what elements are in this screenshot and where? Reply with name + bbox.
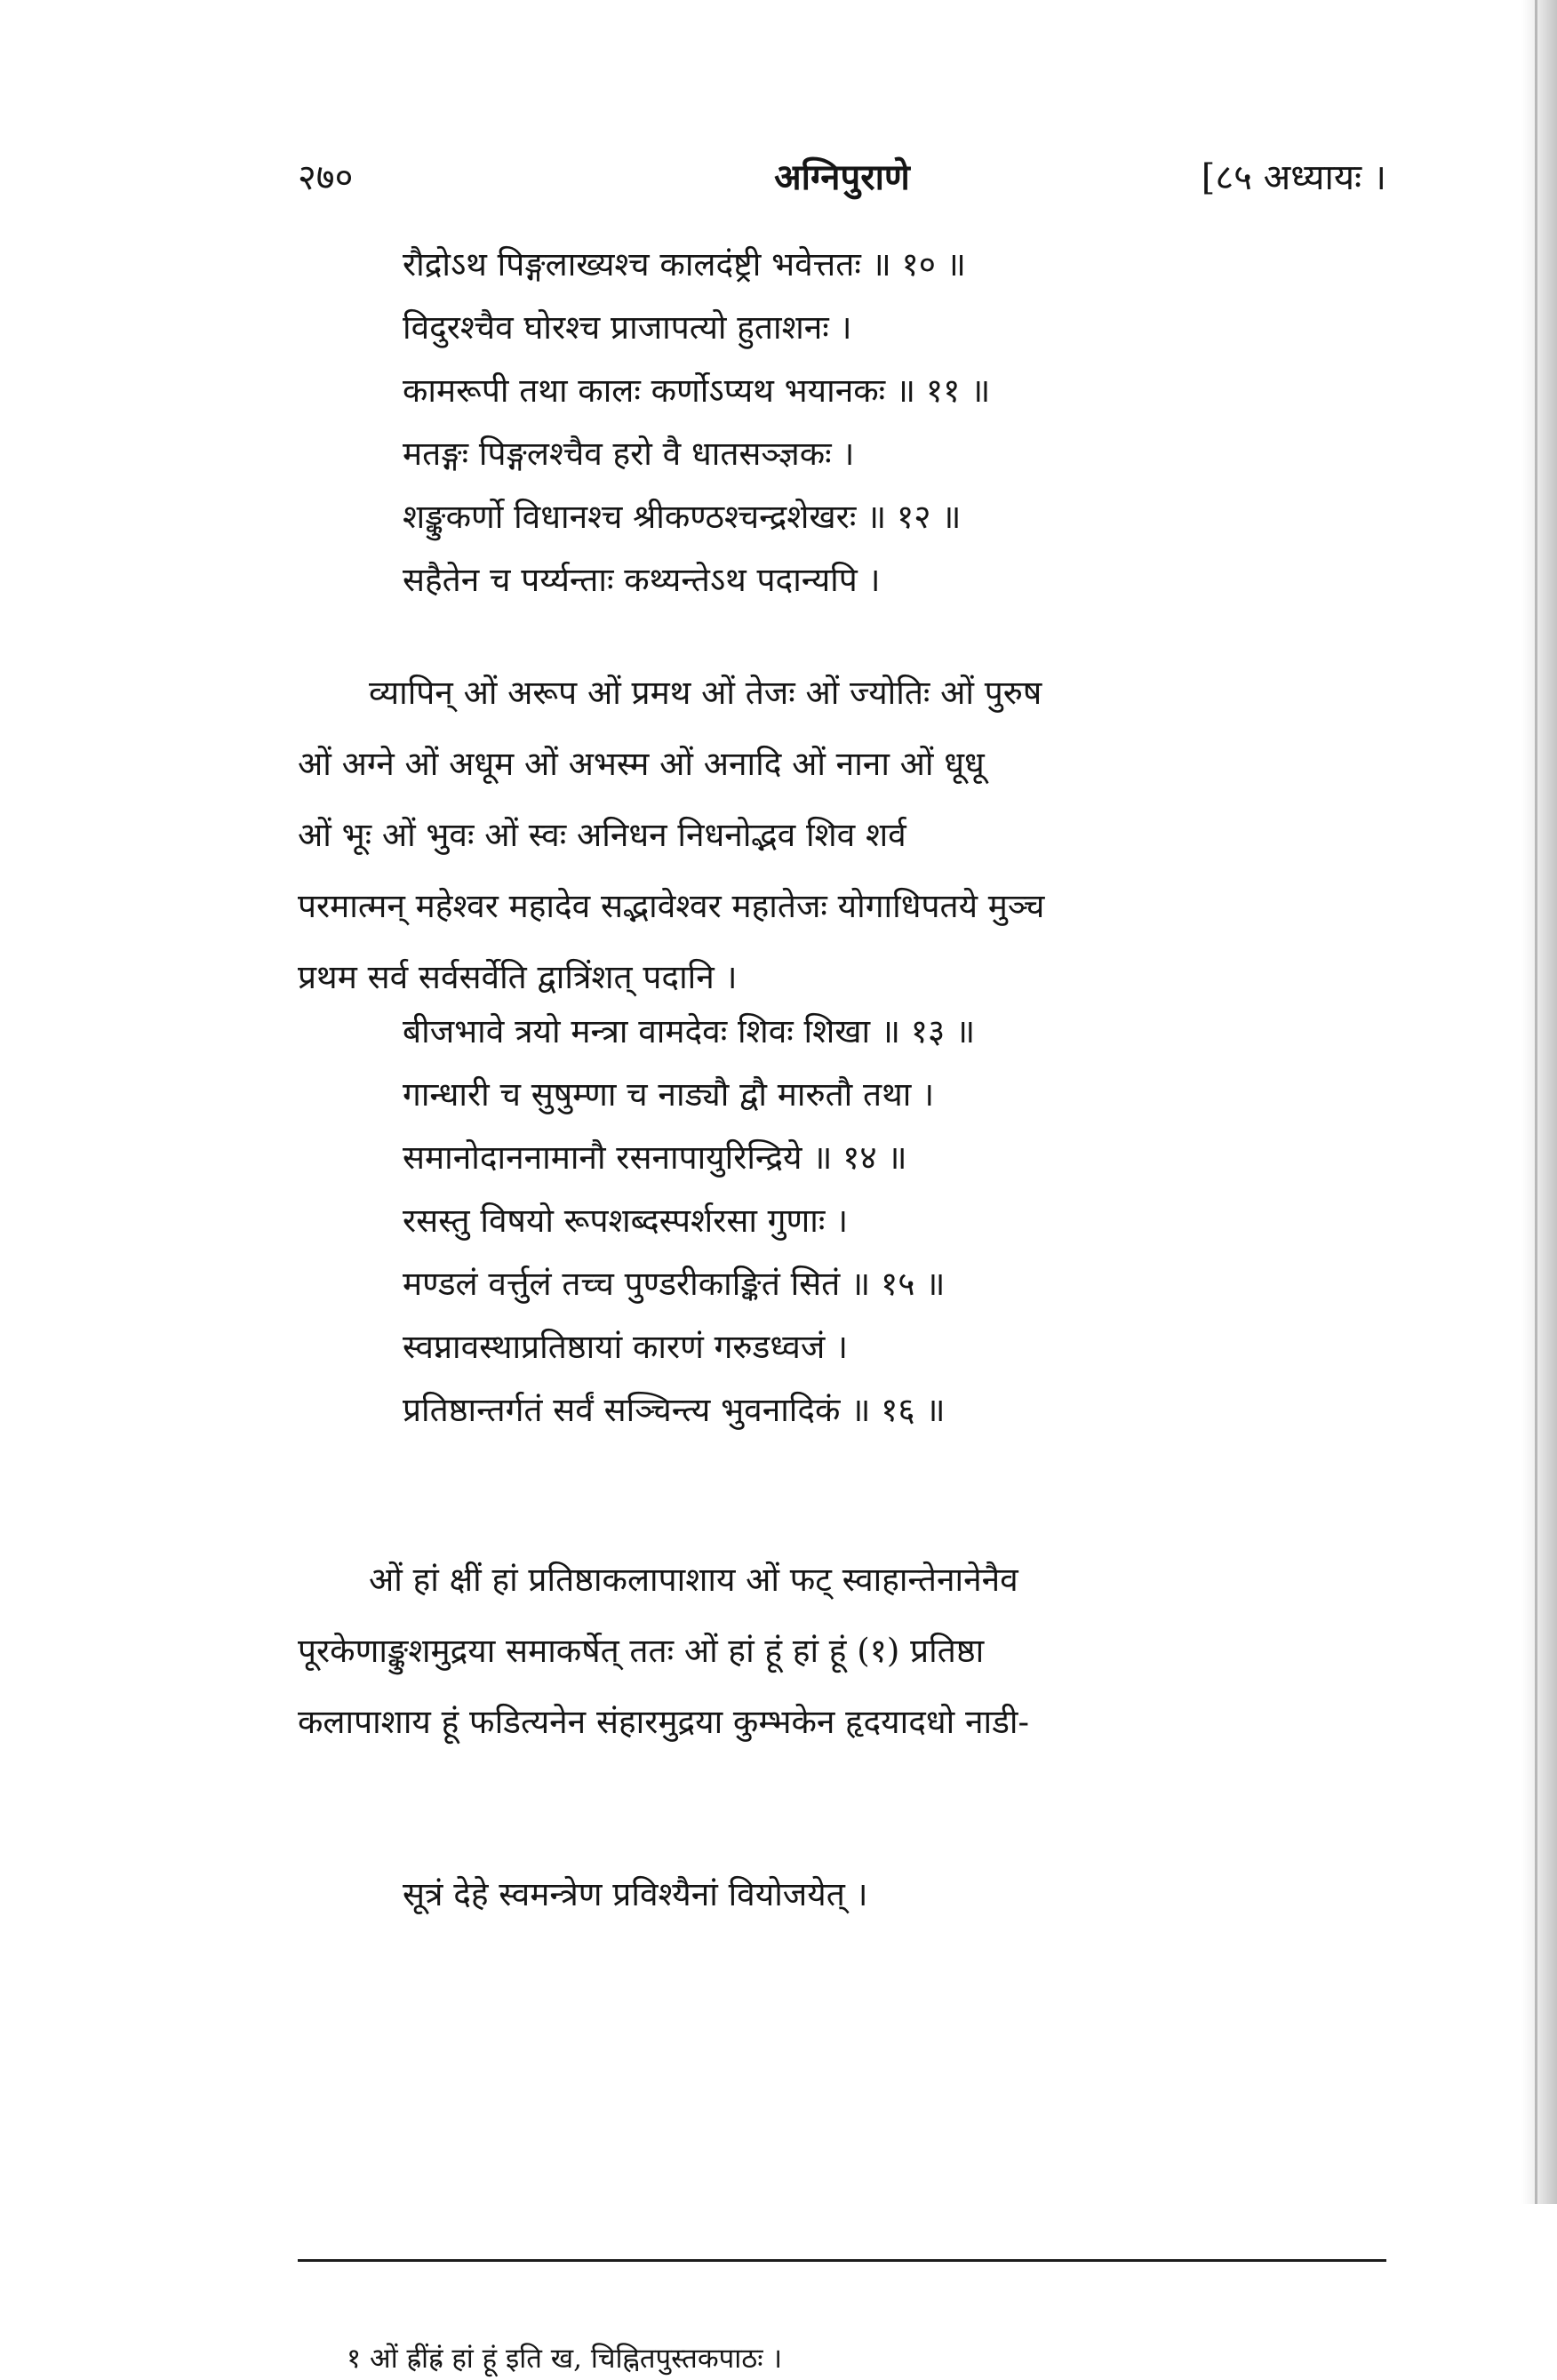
verse-block-middle: [403, 1000, 1318, 1442]
verse-line: समानोदाननामानौ रसनापायुरिन्द्रिये ॥ १४ ॥: [403, 1138, 907, 1177]
page-number: २७०: [298, 157, 354, 198]
verse-block-top: [403, 233, 1318, 611]
footnote: १ ओं ह्रींह्रं हां हूं इति ख, चिह्नितपुस्तकपाठः ।: [347, 2343, 783, 2375]
verse-block-bottom: [403, 1860, 1318, 1929]
prose-line: ओं अग्ने ओं अधूम ओं अभस्म ओं अनादि ओं नाना ओं धूधू: [298, 745, 985, 783]
verse-line: मतङ्गः पिङ्गलश्चैव हरो वै धातसञ्ज्ञकः ।: [403, 435, 855, 473]
prose-line: परमात्मन् महेश्वर महादेव सद्भावेश्वर महातेजः योगाधिपतये मुञ्च: [298, 887, 1045, 925]
verse-line: सहैतेन च पर्य्यन्ताः कथ्यन्तेऽथ पदान्यपि ।: [403, 561, 881, 599]
verse-line: प्रतिष्ठान्तर्गतं सर्वं सञ्चिन्त्य भुवनादिकं ॥ १६ ॥: [403, 1391, 946, 1429]
prose-line: कलापाशाय हूं फडित्यनेन संहारमुद्रया कुम्भकेन हृदयादधो नाडी-: [298, 1703, 1029, 1741]
verse-line: रौद्रोऽथ पिङ्गलाख्यश्च कालदंष्ट्री भवेत्ततः ॥ १० ॥: [403, 245, 966, 284]
prose-line: पूरकेणाङ्कुशमुद्रया समाकर्षेत् ततः ओं हां हूं हां हूं (१) प्रतिष्ठा: [298, 1632, 985, 1670]
prose-line: व्यापिन् ओं अरूप ओं प्रमथ ओं तेजः ओं ज्योतिः ओं पुरुष: [369, 674, 1042, 712]
chapter-mark: [८५ अध्यायः ।: [1201, 157, 1386, 198]
verse-line: बीजभावे त्रयो मन्त्रा वामदेवः शिवः शिखा ॥ १३ ॥: [403, 1012, 976, 1050]
verse-line: कामरूपी तथा कालः कर्णोऽप्यथ भयानकः ॥ ११ ॥: [403, 371, 991, 410]
verse-line: स्वप्नावस्थाप्रतिष्ठायां कारणं गरुडध्वजं ।: [403, 1328, 849, 1366]
footnote-divider: [298, 2259, 1386, 2262]
verse-line: गान्धारी च सुषुम्णा च नाड्यौ द्वौ मारुतौ तथा ।: [403, 1075, 935, 1114]
page-header: [298, 151, 1386, 204]
scan-binding-edge: [1521, 0, 1557, 2204]
mantra-prose-block-2: [298, 1545, 1386, 1758]
prose-line: ओं भूः ओं भुवः ओं स्वः अनिधन निधनोद्भव शिव शर्व: [298, 816, 906, 854]
verse-line: रसस्तु विषयो रूपशब्दस्पर्शरसा गुणाः ।: [403, 1202, 849, 1240]
verse-line: मण्डलं वर्त्तुलं तच्च पुण्डरीकाङ्कितं सितं ॥ १५ ॥: [403, 1265, 946, 1303]
verse-line: शङ्कुकर्णो विधानश्च श्रीकण्ठश्चन्द्रशेखरः ॥ १२ ॥: [403, 498, 962, 536]
running-title: अग्निपुराणे: [774, 156, 910, 198]
prose-line: ओं हां क्षीं हां प्रतिष्ठाकलापाशाय ओं फट् स्वाहान्तेनानेनैव: [369, 1561, 1018, 1599]
verse-line: सूत्रं देहे स्वमन्त्रेण प्रविश्यैनां वियोजयेत् ।: [403, 1875, 868, 1913]
scan-binding-shadow-line: [1535, 0, 1537, 2204]
prose-line: प्रथम सर्व सर्वसर्वेति द्वात्रिंशत् पदानि ।: [298, 958, 738, 996]
mantra-prose-block-1: [298, 658, 1386, 1013]
verse-line: विदुरश्चैव घोरश्च प्राजापत्यो हुताशनः ।: [403, 308, 852, 347]
